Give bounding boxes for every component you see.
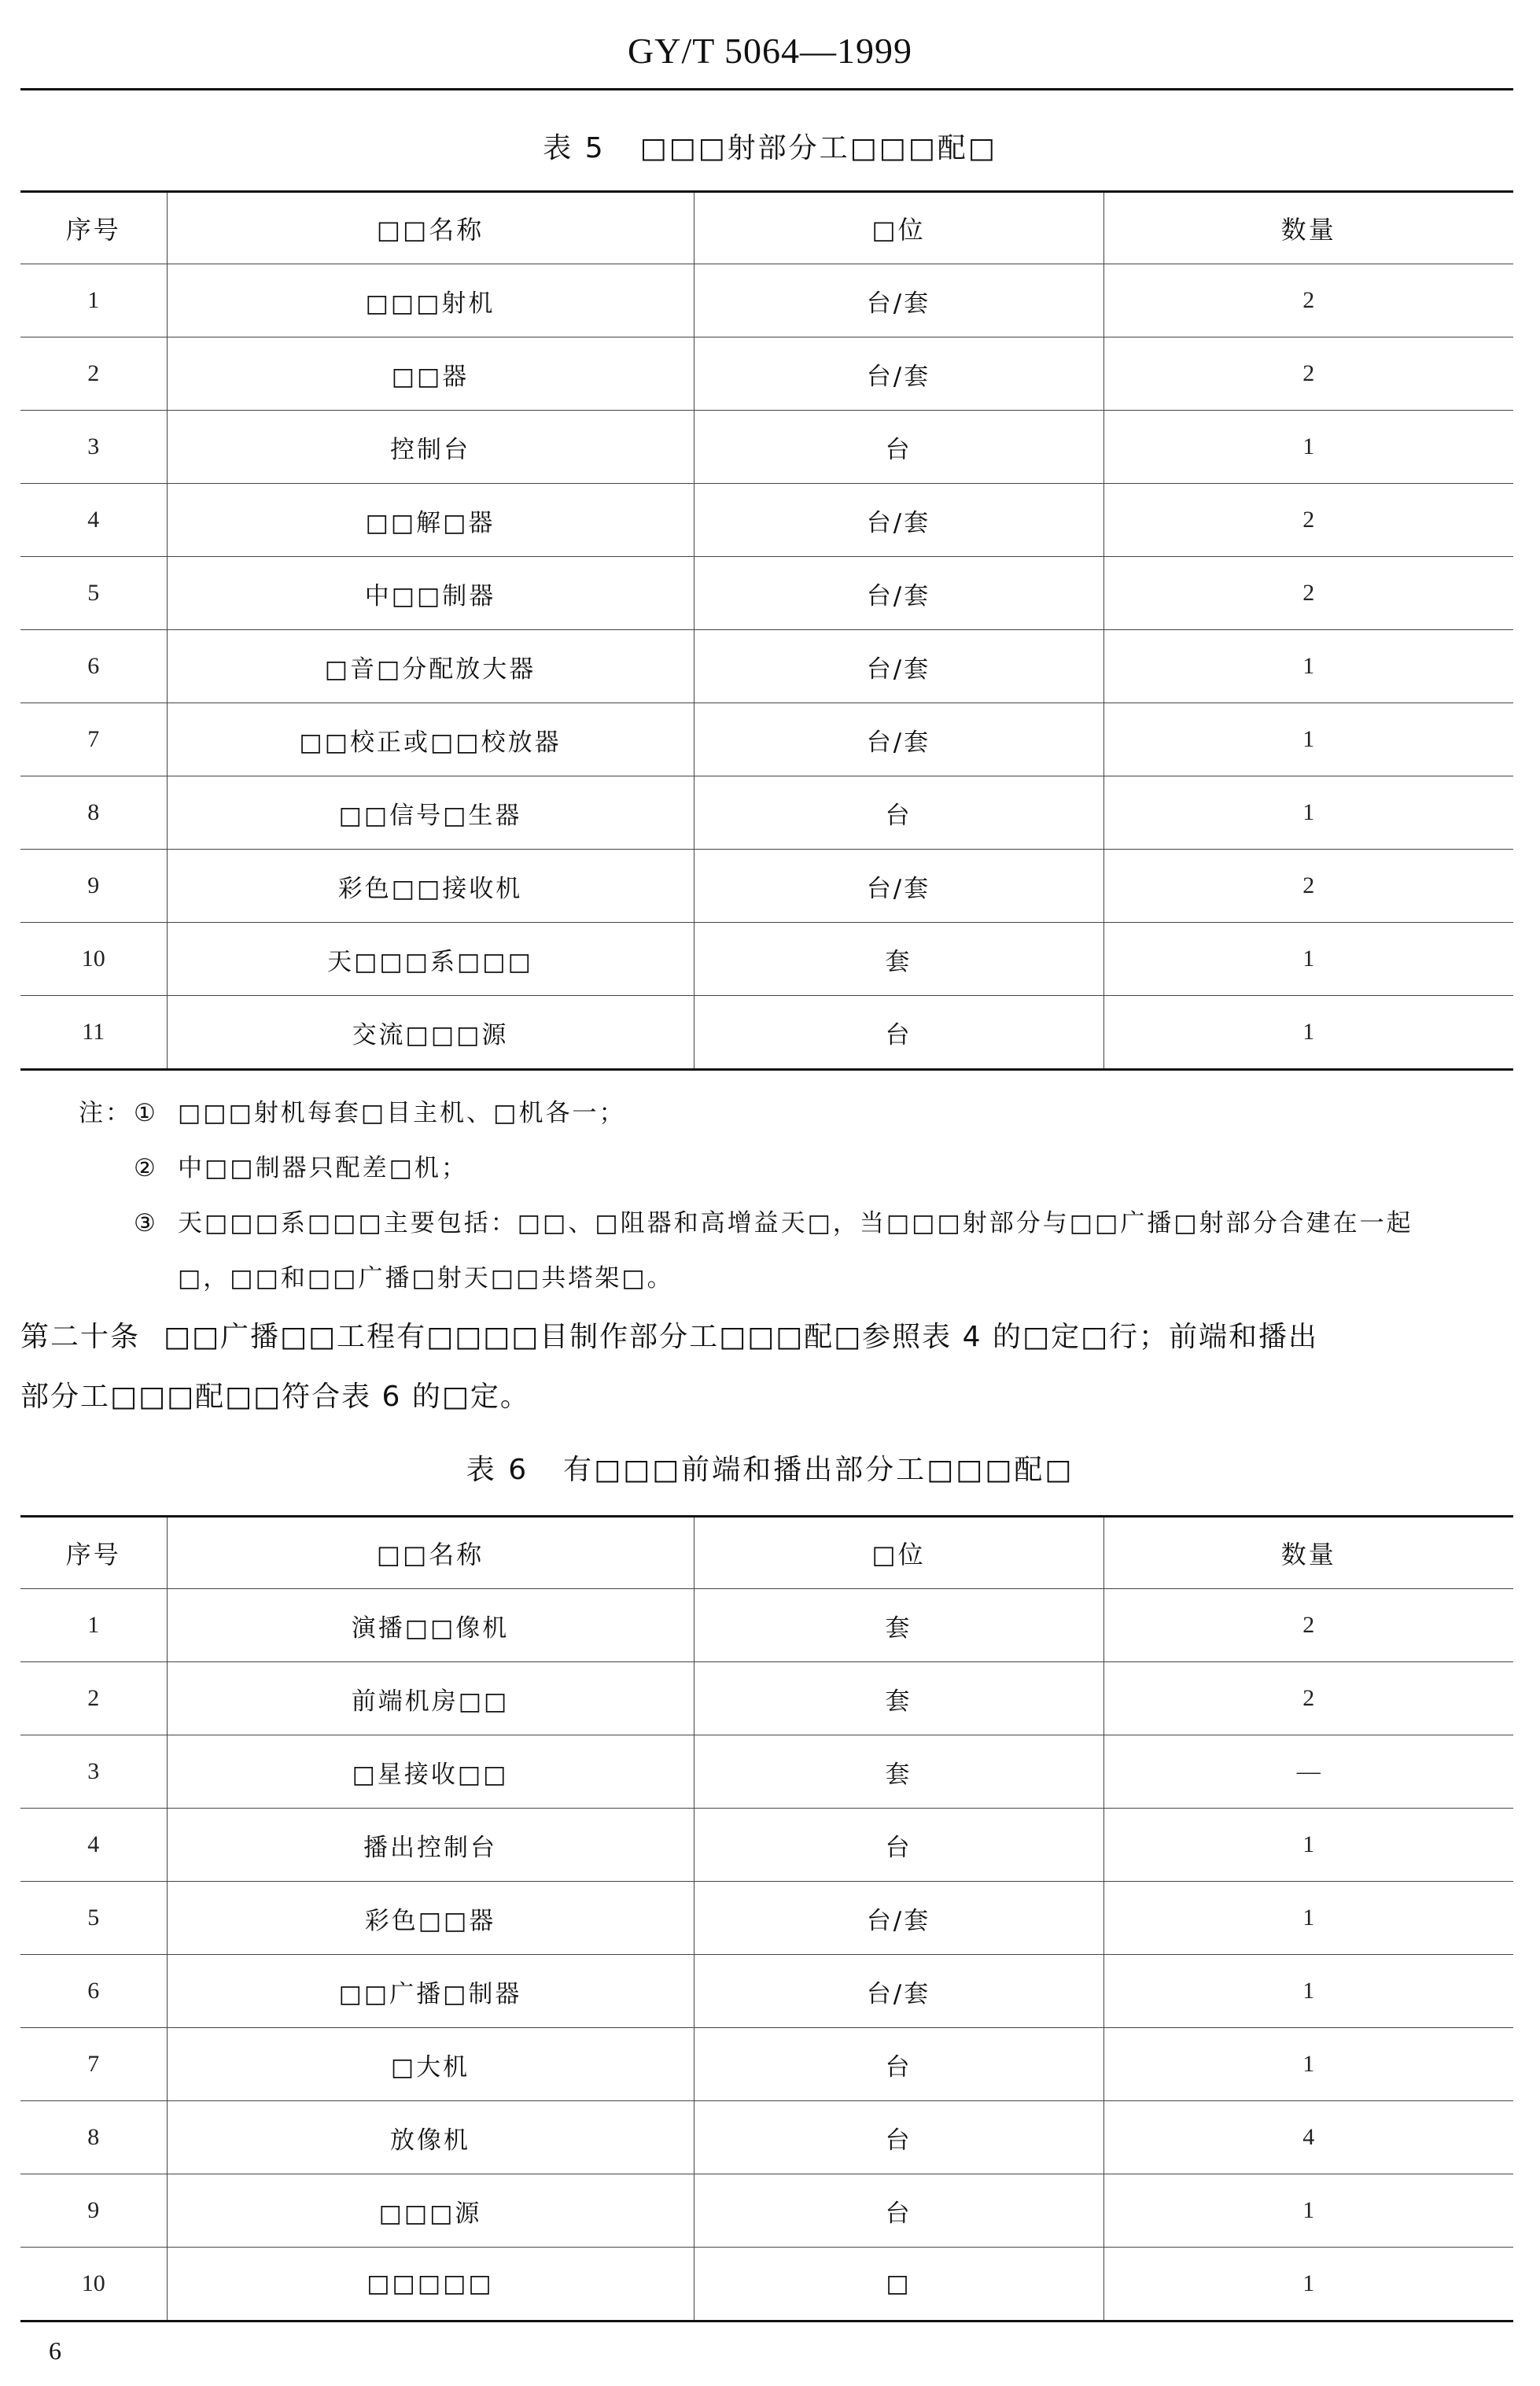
cell-no: 9	[20, 2174, 167, 2248]
note-text: 天□□□系□□□主要包括：□□、□阻器和高增益天□，当□□□射部分与□□广播□射部分合建在一起	[178, 1209, 1413, 1237]
cell-no: 1	[20, 264, 167, 337]
cell-name: 彩色□□接收机	[167, 850, 694, 923]
header-divider	[20, 88, 1513, 90]
cell-qty: 1	[1103, 923, 1513, 996]
cell-unit: 台	[694, 411, 1103, 484]
cell-no: 10	[20, 2248, 167, 2321]
cell-qty: 1	[1103, 1882, 1513, 1955]
cell-name: 彩色□□器	[167, 1882, 694, 1955]
cell-qty: 1	[1103, 1809, 1513, 1882]
table-row	[20, 703, 1513, 776]
table-row	[20, 776, 1513, 850]
cell-no: 6	[20, 1955, 167, 2028]
cell-unit: 台	[694, 996, 1103, 1070]
cell-name: □□校正或□□校放器	[167, 703, 694, 776]
cell-no: 8	[20, 776, 167, 850]
note-mark: ②	[134, 1154, 158, 1182]
table-row	[20, 1735, 1513, 1809]
cell-unit: 台/套	[694, 703, 1103, 776]
cell-unit: 套	[694, 1589, 1103, 1662]
table6-header-row	[20, 1517, 1513, 1589]
cell-name: □□信号□生器	[167, 776, 694, 850]
cell-name: 播出控制台	[167, 1809, 694, 1882]
cell-name: □音□分配放大器	[167, 630, 694, 703]
cell-unit: 台/套	[694, 337, 1103, 411]
column-header-name: □□名称	[167, 192, 694, 264]
note-item	[79, 1141, 1518, 1196]
cell-name: □□解□器	[167, 484, 694, 557]
column-header-qty: 数量	[1103, 192, 1513, 264]
cell-no: 4	[20, 1809, 167, 1882]
cell-qty: 2	[1103, 1589, 1513, 1662]
cell-qty: 1	[1103, 776, 1513, 850]
table5-header-row	[20, 192, 1513, 264]
cell-unit: 台	[694, 2101, 1103, 2174]
article-number: 第二十条	[20, 1321, 141, 1353]
table-row	[20, 996, 1513, 1070]
column-header-no: 序号	[20, 1517, 167, 1589]
cell-qty: 2	[1103, 1662, 1513, 1735]
table6-number: 表 6	[466, 1454, 529, 1486]
table-row	[20, 557, 1513, 630]
note-text: □□□射机每套□目主机、□机各一；	[178, 1099, 626, 1127]
table-row	[20, 1955, 1513, 2028]
cell-unit: 套	[694, 1662, 1103, 1735]
article-line-1: □□广播□□工程有□□□□目制作部分工□□□配□参照表 4 的□定□行；前端和播出	[164, 1321, 1318, 1353]
cell-qty: 2	[1103, 264, 1513, 337]
column-header-qty: 数量	[1103, 1517, 1513, 1589]
cell-name: □□广播□制器	[167, 1955, 694, 2028]
cell-unit: 套	[694, 923, 1103, 996]
table-row	[20, 2101, 1513, 2174]
cell-no: 11	[20, 996, 167, 1070]
table-row	[20, 1589, 1513, 1662]
notes-label: 注：	[79, 1099, 132, 1127]
table5-number: 表 5	[543, 132, 606, 164]
cell-unit: 套	[694, 1735, 1103, 1809]
note-text: 中□□制器只配差□机；	[178, 1154, 468, 1182]
table5-notes	[79, 1086, 1518, 1306]
column-header-unit: □位	[694, 192, 1103, 264]
note-mark: ③	[134, 1209, 158, 1237]
article-paragraph	[20, 1307, 1515, 1427]
cell-name: □□□射机	[167, 264, 694, 337]
table5	[20, 190, 1513, 1071]
cell-qty: 1	[1103, 2028, 1513, 2101]
cell-qty: 2	[1103, 850, 1513, 923]
cell-name: 放像机	[167, 2101, 694, 2174]
table-row	[20, 1882, 1513, 1955]
cell-qty: 1	[1103, 1955, 1513, 2028]
table-row	[20, 850, 1513, 923]
cell-qty: 2	[1103, 484, 1513, 557]
cell-unit: 台	[694, 1809, 1103, 1882]
table-row	[20, 2174, 1513, 2248]
cell-qty: 1	[1103, 630, 1513, 703]
table-row	[20, 923, 1513, 996]
cell-name: 交流□□□源	[167, 996, 694, 1070]
cell-unit: 台/套	[694, 484, 1103, 557]
table-row	[20, 1809, 1513, 1882]
table6-title: 有□□□前端和播出部分工□□□配□	[563, 1454, 1074, 1486]
cell-name: □□器	[167, 337, 694, 411]
cell-no: 3	[20, 1735, 167, 1809]
cell-unit: 台/套	[694, 264, 1103, 337]
cell-unit: 台	[694, 776, 1103, 850]
table-row	[20, 1662, 1513, 1735]
article-line-2: 部分工□□□配□□符合表 6 的□定。	[20, 1381, 530, 1413]
cell-no: 5	[20, 1882, 167, 1955]
cell-name: 控制台	[167, 411, 694, 484]
cell-unit: □	[694, 2248, 1103, 2321]
column-header-no: 序号	[20, 192, 167, 264]
cell-name: 前端机房□□	[167, 1662, 694, 1735]
cell-no: 4	[20, 484, 167, 557]
cell-qty: —	[1103, 1735, 1513, 1809]
cell-no: 3	[20, 411, 167, 484]
note-continuation: □，□□和□□广播□射天□□共塔架□。	[178, 1264, 674, 1293]
cell-unit: 台/套	[694, 850, 1103, 923]
cell-name: □□□□□	[167, 2248, 694, 2321]
cell-unit: 台/套	[694, 557, 1103, 630]
cell-no: 1	[20, 1589, 167, 1662]
note-item	[79, 1086, 1518, 1141]
cell-qty: 1	[1103, 411, 1513, 484]
cell-unit: 台	[694, 2028, 1103, 2101]
cell-qty: 1	[1103, 2248, 1513, 2321]
cell-no: 2	[20, 337, 167, 411]
cell-no: 5	[20, 557, 167, 630]
column-header-name: □□名称	[167, 1517, 694, 1589]
cell-qty: 1	[1103, 2174, 1513, 2248]
note-mark: ①	[134, 1099, 158, 1127]
table6-caption	[0, 1447, 1540, 1488]
table5-title: □□□射部分工□□□配□	[639, 132, 997, 164]
note-item	[79, 1196, 1518, 1251]
cell-qty: 2	[1103, 557, 1513, 630]
cell-name: 演播□□像机	[167, 1589, 694, 1662]
page-number: 6	[49, 2336, 61, 2365]
table-row	[20, 337, 1513, 411]
cell-name: □□□源	[167, 2174, 694, 2248]
table5-caption	[0, 126, 1540, 166]
cell-name: 中□□制器	[167, 557, 694, 630]
cell-qty: 1	[1103, 703, 1513, 776]
table6	[20, 1515, 1513, 2322]
cell-no: 7	[20, 2028, 167, 2101]
cell-unit: 台	[694, 2174, 1103, 2248]
cell-no: 6	[20, 630, 167, 703]
cell-qty: 4	[1103, 2101, 1513, 2174]
cell-name: □大机	[167, 2028, 694, 2101]
cell-no: 7	[20, 703, 167, 776]
cell-unit: 台/套	[694, 630, 1103, 703]
cell-unit: 台/套	[694, 1955, 1103, 2028]
cell-qty: 2	[1103, 337, 1513, 411]
cell-no: 9	[20, 850, 167, 923]
cell-unit: 台/套	[694, 1882, 1103, 1955]
table-row	[20, 2028, 1513, 2101]
cell-no: 10	[20, 923, 167, 996]
standard-code: GY/T 5064—1999	[628, 31, 912, 71]
column-header-unit: □位	[694, 1517, 1103, 1589]
cell-no: 2	[20, 1662, 167, 1735]
table-row	[20, 264, 1513, 337]
cell-qty: 1	[1103, 996, 1513, 1070]
cell-no: 8	[20, 2101, 167, 2174]
table-row	[20, 411, 1513, 484]
table-row	[20, 484, 1513, 557]
cell-name: 天□□□系□□□	[167, 923, 694, 996]
cell-name: □星接收□□	[167, 1735, 694, 1809]
table-row	[20, 2248, 1513, 2321]
table-row	[20, 630, 1513, 703]
